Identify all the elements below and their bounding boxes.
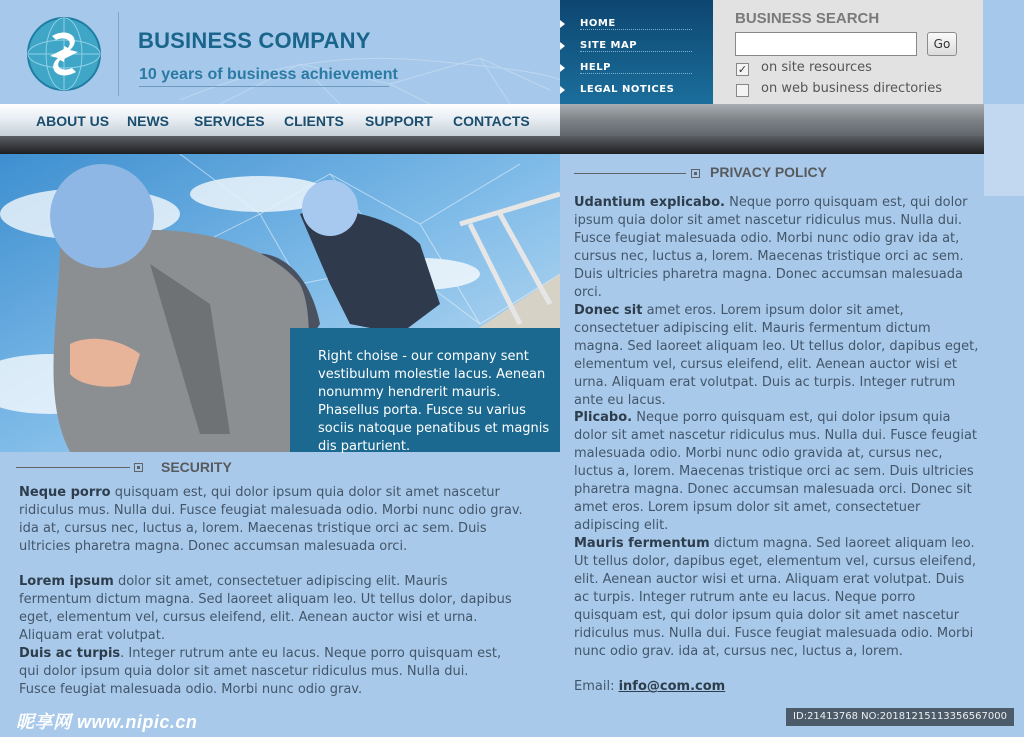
go-button[interactable]: Go: [927, 32, 957, 56]
security-paragraph-1: [19, 484, 534, 556]
email-label: Email:: [574, 679, 615, 694]
privacy-paragraph-2: [574, 302, 980, 410]
top-nav-label: HOME: [580, 18, 616, 29]
paragraph-lead: Donec sit: [574, 303, 643, 318]
paragraph-text: Neque porro quisquam est, qui dolor ipsum quia dolor sit amet nascetur ridiculus mus. Nulla dui. Fusce feugiat malesuada odio. Morbi nunc odio gravida at, cursus nec, luctus a, lorem. Maecenas tristique orci ac sem. Duis ultricies pharetra magna. Donec accumsan malesuada orci. Donec sit amet eros. Lorem ipsum dolor sit amet, consectetuer adipiscing elit.: [574, 410, 978, 533]
company-tagline: 10 years of business achievement: [139, 66, 398, 83]
paragraph-lead: Duis ac turpis: [19, 646, 121, 661]
menu-news[interactable]: NEWS: [127, 113, 169, 129]
paragraph-text: dolor sit amet, consectetuer adipiscing elit. Mauris fermentum dictum magna. Sed laoreet aliquam leo. Ut tellus dolor, dapibus eget, elementum vel, cursus eleifend, elit. Aenean auctor wisi et urna. Aliquam erat volutpat.: [19, 574, 512, 643]
paragraph-text: quisquam est, qui dolor ipsum quia dolor sit amet nascetur ridiculus mus. Nulla dui. Fusce feugiat malesuada odio. Morbi nunc odio grav. ida at, cursus nec, luctus a, lorem. Maecenas tristique orci ac sem. Duis ultricies pharetra magna. Donec accumsan malesuada orci.: [19, 485, 523, 554]
top-nav: [560, 0, 713, 104]
section-rule: [16, 467, 130, 468]
checkbox-label: on site resources: [761, 60, 872, 75]
menu-contacts[interactable]: CONTACTS: [453, 113, 530, 129]
globe-logo-icon[interactable]: [26, 16, 102, 92]
top-nav-label: LEGAL NOTICES: [580, 84, 675, 95]
company-name: BUSINESS COMPANY: [138, 28, 371, 53]
top-nav-label: SITE MAP: [580, 40, 638, 51]
watermark-site: 昵享网 www.nipic.cn: [16, 712, 198, 732]
menu-about-us[interactable]: ABOUT US: [36, 113, 110, 129]
dark-divider-bar: [0, 136, 1024, 154]
top-nav-help[interactable]: [580, 52, 692, 74]
paragraph-text: . Integer rutrum ante eu lacus. Neque porro quisquam est, qui dolor ipsum quia dolor sit amet nascetur ridiculus mus. Nulla dui. Fusce feugiat malesuada odio. Morbi nunc odio grav.: [19, 646, 502, 697]
menu-bar-dark-extension: [560, 104, 984, 136]
search-title: BUSINESS SEARCH: [735, 10, 880, 27]
top-nav-home[interactable]: [580, 8, 692, 30]
arrow-right-icon: [560, 42, 565, 50]
menu-clients[interactable]: CLIENTS: [284, 113, 344, 129]
watermark-id: ID:21413768 NO:20181215113356567000: [786, 708, 1014, 726]
search-input[interactable]: [735, 32, 917, 56]
tagline-underline: [139, 86, 389, 87]
arrow-right-icon: [560, 20, 565, 28]
section-rule: [574, 173, 686, 174]
arrow-right-icon: [560, 86, 565, 94]
top-nav-site-map[interactable]: [580, 30, 692, 52]
security-title: SECURITY: [161, 459, 232, 475]
privacy-paragraph-1: [574, 194, 980, 302]
menu-support[interactable]: SUPPORT: [365, 113, 433, 129]
web-directories-checkbox[interactable]: [736, 84, 749, 97]
privacy-policy-title: PRIVACY POLICY: [710, 164, 827, 180]
side-accent-block: [984, 104, 1024, 196]
section-marker-icon: [134, 463, 143, 472]
paragraph-lead: Plicabo.: [574, 410, 633, 425]
paragraph-lead: Mauris fermentum: [574, 536, 710, 551]
header-divider: [118, 12, 119, 96]
paragraph-lead: Lorem ipsum: [19, 574, 114, 589]
on-site-resources-checkbox[interactable]: ✓: [737, 63, 748, 76]
paragraph-lead: Neque porro: [19, 485, 111, 500]
menu-services[interactable]: SERVICES: [194, 113, 265, 129]
paragraph-lead: Udantium explicabo.: [574, 195, 725, 210]
security-paragraph-2: [19, 573, 519, 645]
paragraph-text: dictum magna. Sed laoreet aliquam leo. Ut tellus dolor, dapibus eget, elementum vel, cursus eleifend, elit. Aenean auctor wisi et urna. Aliquam erat volutpat. Duis ac turpis. Integer rutrum ante eu lacus. Neque porro quisquam est, qui dolor ipsum quia dolor sit amet nascetur ridiculus mus. Nulla dui. Fusce feugiat malesuada odio. Morbi nunc odio grav. ida at, cursus nec, luctus a, lorem.: [574, 536, 976, 659]
email-row: [574, 678, 874, 696]
hero-caption: Right choise - our company sent vestibulum molestie lacus. Aenean nonummy hendrerit mauris. Phasellus porta. Fusce su varius sociis natoque penatibus et magnis dis parturient.: [290, 328, 560, 452]
top-nav-label: HELP: [580, 62, 611, 73]
email-link[interactable]: info@com.com: [618, 679, 726, 694]
section-marker-icon: [691, 169, 700, 178]
main-menu: [0, 104, 560, 137]
business-search-panel: [713, 0, 983, 104]
privacy-paragraph-4: [574, 535, 980, 661]
top-nav-legal-notices[interactable]: [580, 74, 692, 95]
checkbox-label: on web business directories: [761, 81, 942, 96]
arrow-right-icon: [560, 64, 565, 72]
privacy-paragraph-3: [574, 409, 980, 535]
security-paragraph-3: [19, 645, 509, 699]
paragraph-text: Neque porro quisquam est, qui dolor ipsum quia dolor sit amet nascetur ridiculus mus. Nulla dui. Fusce feugiat malesuada odio. Morbi nunc odio grav ida at, cursus nec, luctus a, lorem. Maecenas tristique orci ac sem. Duis ultricies pharetra magna. Donec accumsan malesuada orci.: [574, 195, 968, 300]
paragraph-text: amet eros. Lorem ipsum dolor sit amet, consectetuer adipiscing elit. Mauris fermentum dictum magna. Sed laoreet aliquam leo. Ut tellus dolor, dapibus eget, elementum vel, cursus eleifend, elit. Aenean auctor wisi et urna. Aliquam erat volutpat. Duis ac turpis. Integer rutrum ante eu lacus.: [574, 303, 979, 408]
